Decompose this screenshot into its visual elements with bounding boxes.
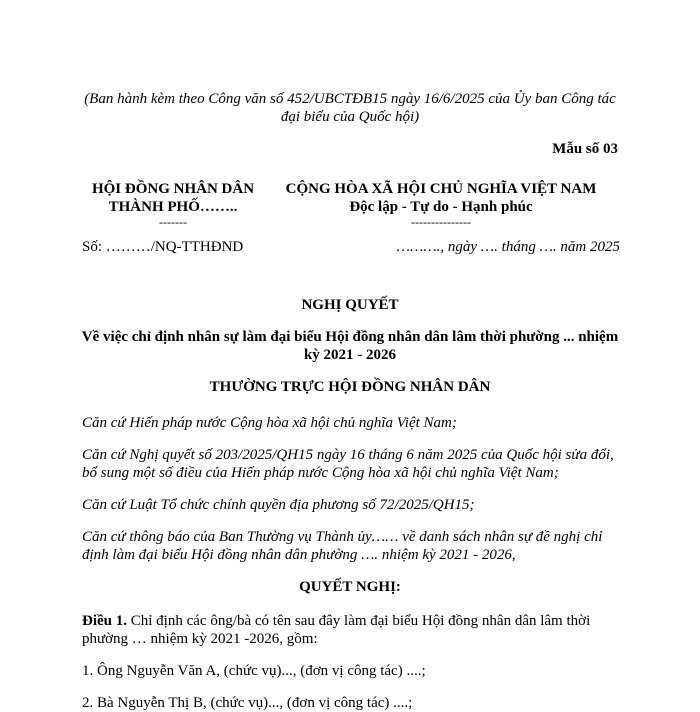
document-type-title: NGHỊ QUYẾT — [301, 297, 399, 313]
issuing-body-line1: HỘI ĐỒNG NHÂN DÂN — [91, 181, 255, 197]
legal-basis-item: Căn cứ Nghị quyết số 203/2025/QH15 ngày 16 tháng 6 năm 2025 của Quốc hội sửa đổi, bổ sung một số điều của Hiến pháp nước Cộng hòa xã hội chủ nghĩa Việt Nam; — [82, 447, 614, 481]
legal-basis-item: Căn cứ thông báo của Ban Thường vụ Thành ủy…… về danh sách nhân sự đề nghị chỉ định làm đại biểu Hội đồng nhân dân phường …. nhiệm kỳ 2021 - 2026, — [82, 529, 603, 563]
country-name: CỘNG HÒA XÃ HỘI CHỦ NGHĨA VIỆT NAM — [285, 181, 597, 197]
list-item: 2. Bà Nguyễn Thị B, (chức vụ)..., (đơn vị công tác) ....; — [82, 695, 413, 711]
decision-heading: QUYẾT NGHỊ: — [299, 579, 401, 595]
place-and-date: ………., ngày …. tháng …. năm 2025 — [396, 239, 620, 255]
national-motto-header — [262, 180, 620, 228]
article-1 — [82, 612, 620, 648]
motto-rule: --------------- — [411, 215, 471, 229]
issuing-body-header — [78, 180, 268, 228]
issuing-body-line2: THÀNH PHỐ…….. — [108, 199, 238, 215]
legal-basis-item: Căn cứ Luật Tổ chức chính quyền địa phương số 72/2025/QH15; — [82, 497, 475, 513]
issuance-note: (Ban hành kèm theo Công văn số 452/UBCTĐB15 ngày 16/6/2025 của Ủy ban Công tác đại biểu của Quốc hội) — [84, 91, 616, 125]
article-1-text: Chỉ định các ông/bà có tên sau đây làm đại biểu Hội đồng nhân dân lâm thời phường … nhiệm kỳ 2021 -2026, gồm: — [82, 613, 591, 647]
reference-number: Số: ………/NQ-TTHĐND — [82, 239, 244, 255]
form-number: Mẫu số 03 — [552, 141, 618, 157]
list-item: 1. Ông Nguyễn Văn A, (chức vụ)..., (đơn vị công tác) ....; — [82, 663, 426, 679]
document-subject: Về việc chỉ định nhân sự làm đại biểu Hội đồng nhân dân lâm thời phường ... nhiệm kỳ 2021 - 2026 — [81, 329, 619, 363]
issuing-body-rule: ------- — [159, 215, 187, 229]
issuing-authority: THƯỜNG TRỰC HỘI ĐỒNG NHÂN DÂN — [209, 379, 491, 395]
national-motto: Độc lập - Tự do - Hạnh phúc — [349, 199, 533, 215]
legal-basis-item: Căn cứ Hiến pháp nước Cộng hòa xã hội chủ nghĩa Việt Nam; — [82, 415, 457, 431]
article-1-label: Điều 1. — [82, 613, 127, 629]
